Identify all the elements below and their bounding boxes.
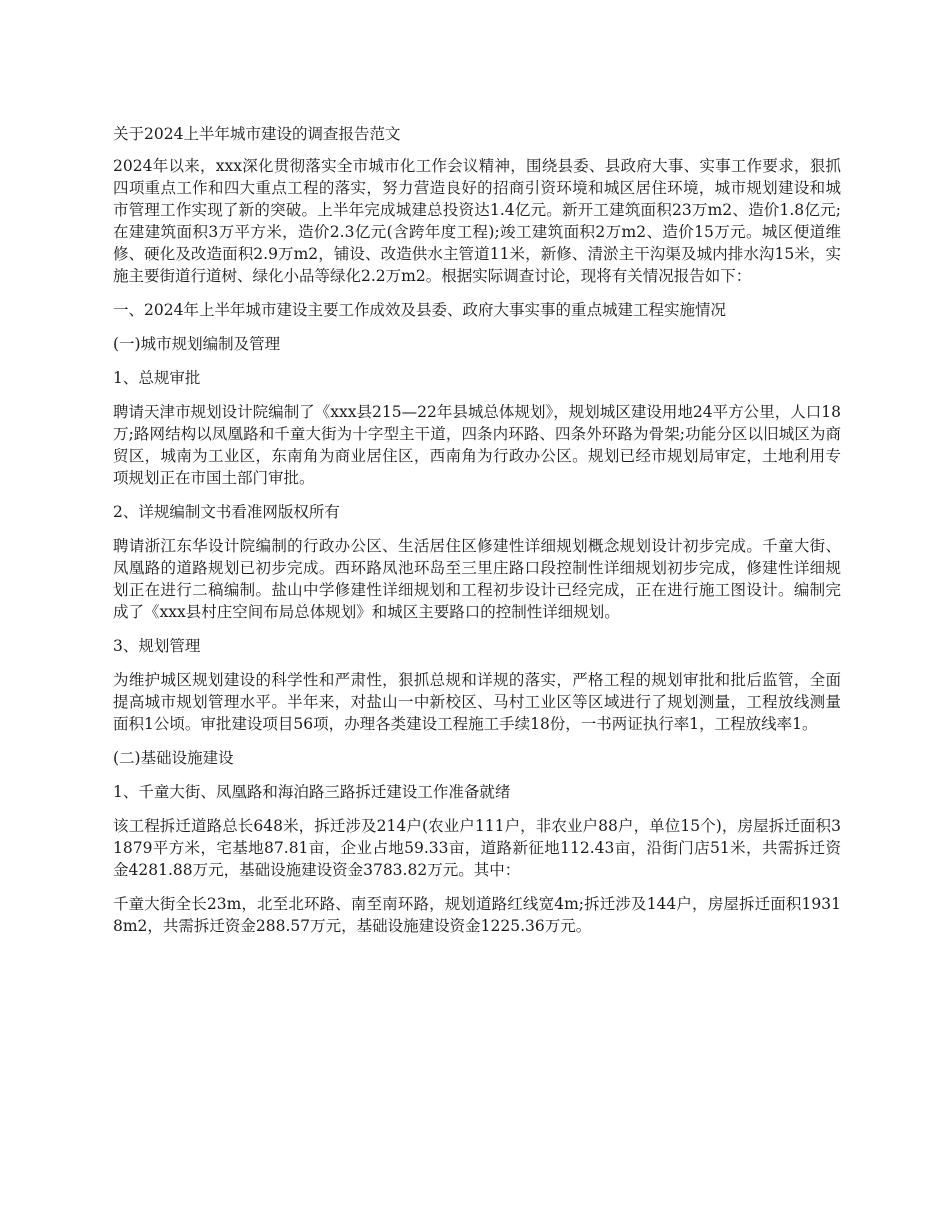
intro-paragraph: 2024年以来，xxx深化贯彻落实全市城市化工作会议精神，围绕县委、县政府大事、实事工作要求，狠抓四项重点工作和四大重点工程的落实，努力营造良好的招商引资环境和城区居住环境，城市规划建设和城市管理工作实现了新的突破。上半年完成城建总投资达1.4亿元。新开工建筑面积23万m2、造价1.8亿元;在建建筑面积3万平方米，造价2.3亿元(含跨年度工程);竣工建筑面积2万m2、造价15万元。城区便道维修、硬化及改造面积2.9万m2，铺设、改造供水主管道11米，新修、清淤主干沟渠及城内排水沟15米，实施主要街道行道树、绿化小品等绿化2.2万m2。根据实际调查讨论，现将有关情况报告如下： — [113, 157, 841, 285]
item-heading: 2、详规编制文书看准网版权所有 — [113, 503, 340, 521]
section-heading: 一、2024年上半年城市建设主要工作成效及县委、政府大事实事的重点城建工程实施情况 — [113, 301, 726, 319]
subsection-heading: (一)城市规划编制及管理 — [113, 335, 281, 353]
body-paragraph: 聘请浙江东华设计院编制的行政办公区、生活居住区修建性详细规划概念规划设计初步完成。千童大街、凤凰路的道路规划已初步完成。西环路凤池环岛至三里庄路口段控制性详细规划初步完成，修建性详细规划正在进行二稿编制。盐山中学修建性详细规划和工程初步设计已经完成，正在进行施工图设计。编制完成了《xxx县村庄空间布局总体规划》和城区主要路口的控制性详细规划。 — [113, 537, 841, 621]
item-heading: 1、总规审批 — [113, 369, 201, 387]
body-paragraph: 为维护城区规划建设的科学性和严肃性，狠抓总规和详规的落实，严格工程的规划审批和批后监管，全面提高城市规划管理水平。半年来，对盐山一中新校区、马村工业区等区域进行了规划测量，工程放线测量面积1公顷。审批建设项目56项，办理各类建设工程施工手续18份，一书两证执行率1，工程放线率1。 — [113, 671, 841, 733]
subsection-heading: (二)基础设施建设 — [113, 749, 234, 767]
document-page — [113, 123, 841, 949]
document-title: 关于2024上半年城市建设的调查报告范文 — [113, 125, 401, 143]
body-paragraph: 该工程拆迁道路总长648米，拆迁涉及214户(农业户111户，非农业户88户，单位15个)，房屋拆迁面积31879平方米，宅基地87.81亩，企业占地59.33亩，道路新征地112.43亩，沿街门店51米，共需拆迁资金4281.88万元，基础设施建设资金3783.82万元。其中： — [113, 817, 841, 879]
body-paragraph: 聘请天津市规划设计院编制了《xxx县215—22年县城总体规划》，规划城区建设用地24平方公里，人口18万;路网结构以凤凰路和千童大街为十字型主干道，四条内环路、四条外环路为骨架;功能分区以旧城区为商贸区，城南为工业区，东南角为商业居住区，西南角为行政办公区。规划已经市规划局审定，土地利用专项规划正在市国土部门审批。 — [113, 403, 841, 487]
body-paragraph: 千童大街全长23m，北至北环路、南至南环路，规划道路红线宽4m;拆迁涉及144户，房屋拆迁面积19318m2，共需拆迁资金288.57万元，基础设施建设资金1225.36万元。 — [113, 895, 841, 935]
item-heading: 1、千童大街、凤凰路和海泊路三路拆迁建设工作准备就绪 — [113, 783, 511, 801]
item-heading: 3、规划管理 — [113, 637, 201, 655]
